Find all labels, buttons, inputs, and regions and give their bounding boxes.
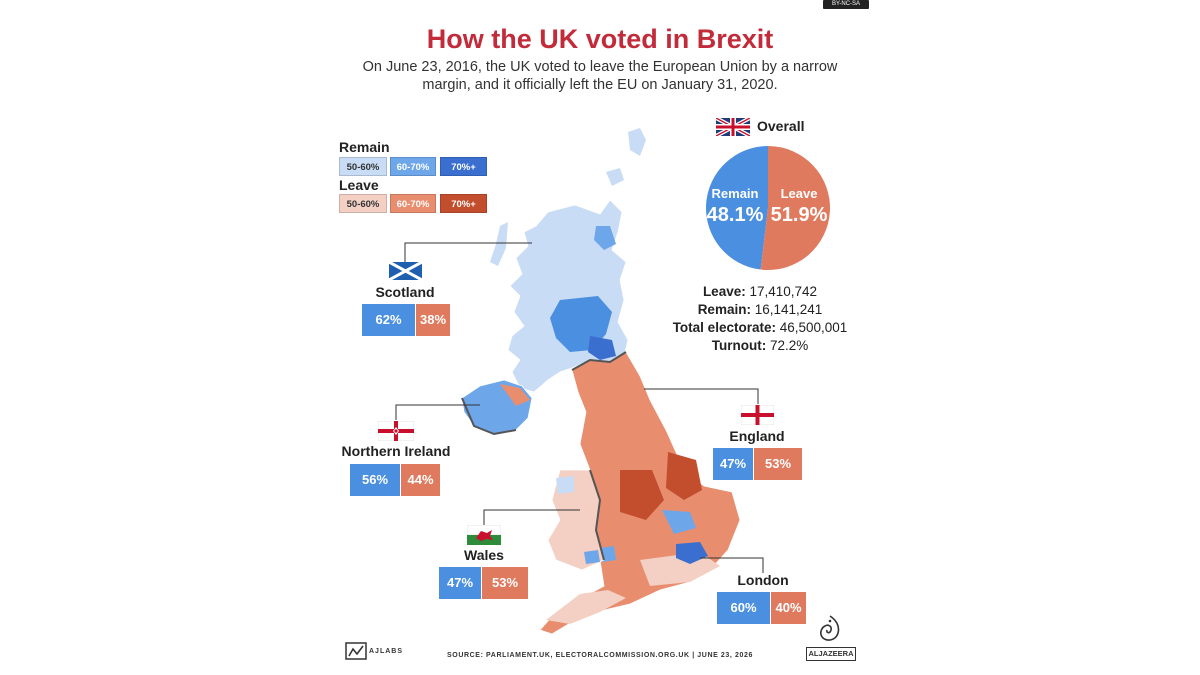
stat-turnout: Turnout: 72.2% [711,338,809,353]
pie-remain-label: Remain [711,186,759,201]
pie-remain-value: 48.1% [706,204,764,226]
wales-flag-icon [467,525,501,545]
ajlabs-brand: AJLABS [369,648,404,655]
page-subtitle: On June 23, 2016, the UK voted to leave the European Union by a narrow margin, and it officially left the EU on January 31, 2020. [362,59,838,93]
wales-gwynedd [556,476,574,494]
stat-electorate: Total electorate: 46,500,001 [672,320,848,335]
stat-leave: Leave: 17,410,742 [702,284,818,299]
england-remain-box: 47% [713,448,753,480]
aljazeera-logo-icon [816,614,844,644]
scotland-leader-line [405,243,532,262]
legend-remain-title: Remain [339,139,390,155]
london-remain-box: 60% [717,592,770,624]
source-credit: SOURCE: PARLIAMENT.UK, ELECTORALCOMMISSION.ORG.UK | JUNE 23, 2026 [447,652,753,659]
england-name: England [729,428,785,444]
cc-license-badge: BY-NC-SA [823,0,869,9]
wales-leave-box: 53% [482,567,528,599]
wales-cardiff [584,550,600,564]
england-leader-line [644,389,758,404]
overall-stats [640,283,880,355]
shetland-islands [628,128,646,156]
legend-remain-swatch-high: 70%+ [440,157,487,176]
pie-leave-value: 51.9% [770,204,828,226]
london-leave-box: 40% [771,592,806,624]
aljazeera-brand: ALJAZEERA [806,647,856,661]
scotland-flag-icon [389,262,422,280]
england-flag-icon [741,405,774,425]
legend-leave-swatch-mid: 60-70% [390,194,436,213]
page-title: How the UK voted in Brexit [426,24,774,54]
northern-ireland-remain-box: 56% [350,464,400,496]
northern-ireland-flag-icon [378,421,414,441]
scotland-leave-box: 38% [416,304,450,336]
stat-remain: Remain: 16,141,241 [697,302,823,317]
legend-leave-title: Leave [339,177,379,193]
northern-ireland-leave-box: 44% [401,464,440,496]
scotland-name: Scotland [375,284,435,300]
western-isles [490,222,508,266]
overall-label: Overall [757,118,805,134]
orkney-islands [606,168,624,186]
legend-leave-swatch-low: 50-60% [339,194,387,213]
england-leave-box: 53% [754,448,802,480]
northern-ireland-region [462,380,532,434]
legend-remain-swatch-mid: 60-70% [390,157,436,176]
legend-remain-swatch-low: 50-60% [339,157,387,176]
northern-ireland-name: Northern Ireland [341,443,451,459]
uk-flag-icon [716,118,750,136]
london-name: London [737,572,789,588]
wales-remain-box: 47% [439,567,481,599]
legend-leave-swatch-high: 70%+ [440,194,487,213]
scotland-remain-box: 62% [362,304,415,336]
wales-name: Wales [464,547,504,563]
pie-leave-label: Leave [780,186,818,201]
